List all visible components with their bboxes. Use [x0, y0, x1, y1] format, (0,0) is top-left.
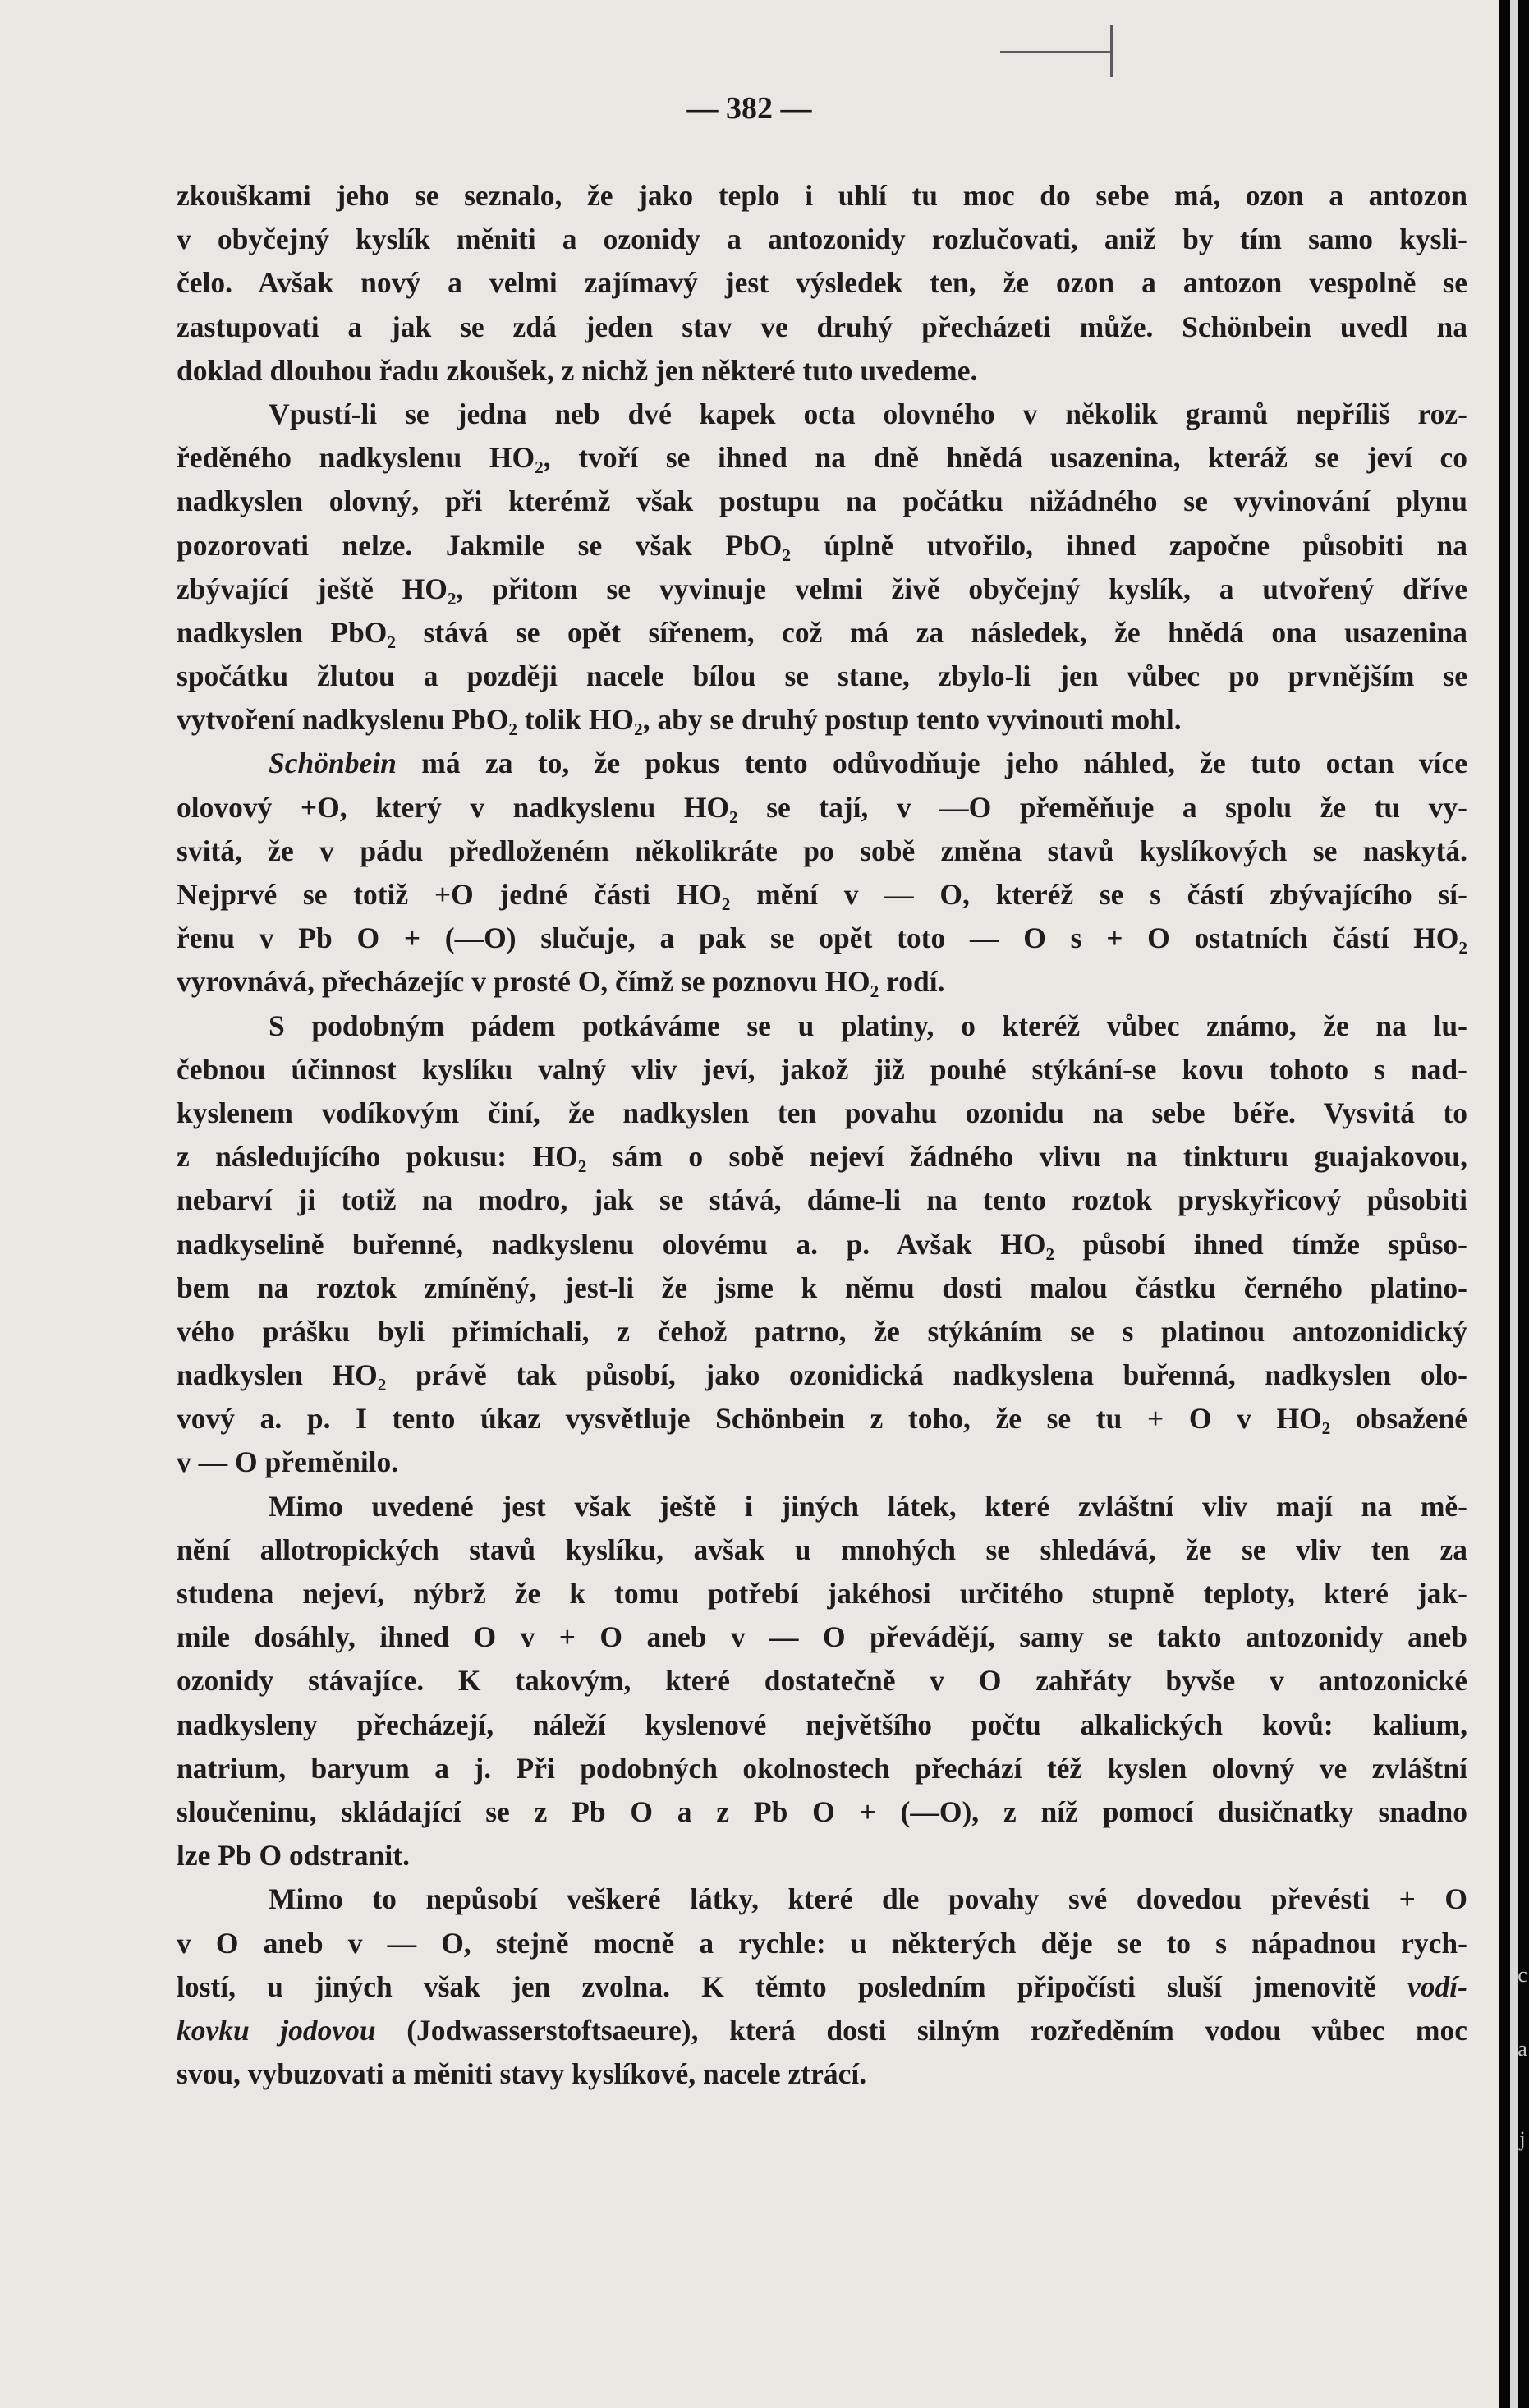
text-line: z následujícího pokusu: HO₂ sám o sobě nejeví žádného vlivu na tinkturu guajakovou,: [177, 1140, 1467, 1174]
text-line: vého prášku byli přimíchali, z čehož patrno, že stýkáním se s platinou antozonidický: [177, 1314, 1467, 1348]
scan-artifact-vertical-line: [1110, 25, 1113, 77]
text-line: nění allotropických stavů kyslíku, avšak u mnohých se shledává, že se vliv ten za: [177, 1533, 1467, 1566]
text-line: nadkyslen PbO₂ stává se opět sířenem, což má za následek, že hnědá ona usazenina: [177, 615, 1467, 649]
text-line: ředěného nadkyslenu HO₂, tvoří se ihned na dně hnědá usazenina, kteráž se jeví co: [177, 441, 1467, 475]
text-line: mile dosáhly, ihned O v + O aneb v — O převádějí, samy se takto antozonidy aneb: [177, 1620, 1467, 1654]
text-line: S podobným pádem potkáváme se u platiny, o kteréž vůbec známo, že na lu-: [269, 1009, 1467, 1042]
margin-letter: a: [1518, 2037, 1527, 2061]
text-line: svou, vybuzovati a měniti stavy kyslíkové, nacele ztrácí.: [177, 2057, 867, 2091]
margin-letter: j: [1519, 2127, 1526, 2151]
text-line: olovový +O, který v nadkyslenu HO₂ se tají, v —O přeměňuje a spolu že tu vy-: [177, 790, 1467, 824]
text-line: svitá, že v pádu předloženém několikráte po sobě změna stavů kyslíkových se naskytá.: [177, 834, 1467, 867]
text-line: kovku jodovou (Jodwasserstoftsaeure), která dosti silným rozředěním vodou vůbec moc: [177, 2013, 1467, 2047]
text-line: Schönbein má za to, že pokus tento odůvodňuje jeho náhled, že tuto octan více: [269, 747, 1467, 780]
scan-border-stripe: [1510, 0, 1518, 2408]
text-line: vyrovnává, přecházejíc v prosté O, čímž se poznovu HO₂ rodí.: [177, 965, 945, 999]
text-line: pozorovati nelze. Jakmile se však PbO₂ úplně utvořilo, ihned započne působiti na: [177, 528, 1467, 562]
text-line: v O aneb v — O, stejně mocně a rychle: u některých děje se to s nápadnou rych-: [177, 1926, 1467, 1960]
scan-artifact-horizontal-line: [1000, 51, 1110, 53]
text-line: lze Pb O odstranit.: [177, 1839, 410, 1873]
text-line: nebarví ji totiž na modro, jak se stává, dáme-li na tento roztok pryskyřicový působiti: [177, 1183, 1467, 1217]
text-line: kyslenem vodíkovým činí, že nadkyslen ten povahu ozonidu na sebe béře. Vysvitá to: [177, 1096, 1467, 1129]
text-line: zastupovati a jak se zdá jeden stav ve druhý přecházeti může. Schönbein uvedl na: [177, 310, 1467, 343]
text-line: vytvoření nadkyslenu PbO₂ tolik HO₂, aby se druhý postup tento vyvinouti mohl.: [177, 703, 1182, 737]
text-line: studena nejeví, nýbrž že k tomu potřebí jakéhosi určitého stupně teploty, které jak-: [177, 1577, 1467, 1610]
text-line: zbývající ještě HO₂, přitom se vyvinuje velmi živě obyčejný kyslík, a utvořený dříve: [177, 572, 1467, 605]
margin-letter: c: [1518, 1963, 1527, 1987]
text-line: nadkysleny přecházejí, náleží kyslenové největšího počtu alkalických kovů: kalium,: [177, 1707, 1467, 1741]
scan-border-right: [1499, 0, 1529, 2408]
text-line: bem na roztok zmíněný, jest-li že jsme k němu dosti malou částku černého platino-: [177, 1271, 1467, 1304]
text-line: natrium, baryum a j. Při podobných okolnostech přechází též kyslen olovný ve zvláštní: [177, 1751, 1467, 1785]
body-text: [177, 174, 1467, 2096]
text-line: nadkyslen HO₂ právě tak působí, jako ozonidická nadkyslena buřenná, nadkyslen olo-: [177, 1358, 1467, 1392]
text-line: v obyčejný kyslík měniti a ozonidy a antozonidy rozlučovati, aniž by tím samo kysli-: [177, 223, 1467, 256]
text-line: Mimo uvedené jest však ještě i jiných látek, které zvláštní vliv mají na mě-: [269, 1489, 1467, 1523]
text-line: čebnou účinnost kyslíku valný vliv jeví, jakož již pouhé stýkání-se kovu tohoto s nad-: [177, 1052, 1467, 1086]
text-line: v — O přeměnilo.: [177, 1445, 399, 1479]
text-line: nadkyslen olovný, při kterémž však postupu na počátku nižádného se vyvinování plynu: [177, 485, 1467, 518]
text-line: řenu v Pb O + (—O) slučuje, a pak se opět toto — O s + O ostatních částí HO₂: [177, 921, 1467, 955]
text-line: sloučeninu, skládající se z Pb O a z Pb O + (—O), z níž pomocí dusičnatky snadno: [177, 1795, 1467, 1828]
text-line: lostí, u jiných však jen zvolna. K těmto posledním připočísti sluší jmenovitě vodí-: [177, 1969, 1467, 2003]
text-line: vový a. p. I tento úkaz vysvětluje Schönbein z toho, že se tu + O v HO₂ obsažené: [177, 1402, 1467, 1436]
text-line: Mimo to nepůsobí veškeré látky, které dle povahy své dovedou převésti + O: [269, 1882, 1467, 1916]
text-line: Nejprvé se totiž +O jedné části HO₂ mění v — O, kteréž se s částí zbývajícího sí-: [177, 878, 1467, 911]
text-line: čelo. Avšak nový a velmi zajímavý jest výsledek ten, že ozon a antozon vespolně se: [177, 266, 1467, 300]
text-line: spočátku žlutou a později nacele bílou se stane, zbylo-li jen vůbec po prvnějším se: [177, 659, 1467, 693]
text-line: doklad dlouhou řadu zkoušek, z nichž jen některé tuto uvedeme.: [177, 353, 978, 387]
text-line: nadkyselině buřenné, nadkyslenu olovému a. p. Avšak HO₂ působí ihned tímže spůso-: [177, 1227, 1467, 1261]
text-line: Vpustí-li se jedna neb dvé kapek octa olovného v několik gramů nepříliš roz-: [269, 397, 1467, 430]
text-line: zkouškami jeho se seznalo, že jako teplo i uhlí tu moc do sebe má, ozon a antozon: [177, 179, 1467, 212]
text-line: ozonidy stávajíce. K takovým, které dostatečně v O zahřáty byvše v antozonické: [177, 1664, 1467, 1698]
page-number: — 382 —: [686, 91, 812, 126]
